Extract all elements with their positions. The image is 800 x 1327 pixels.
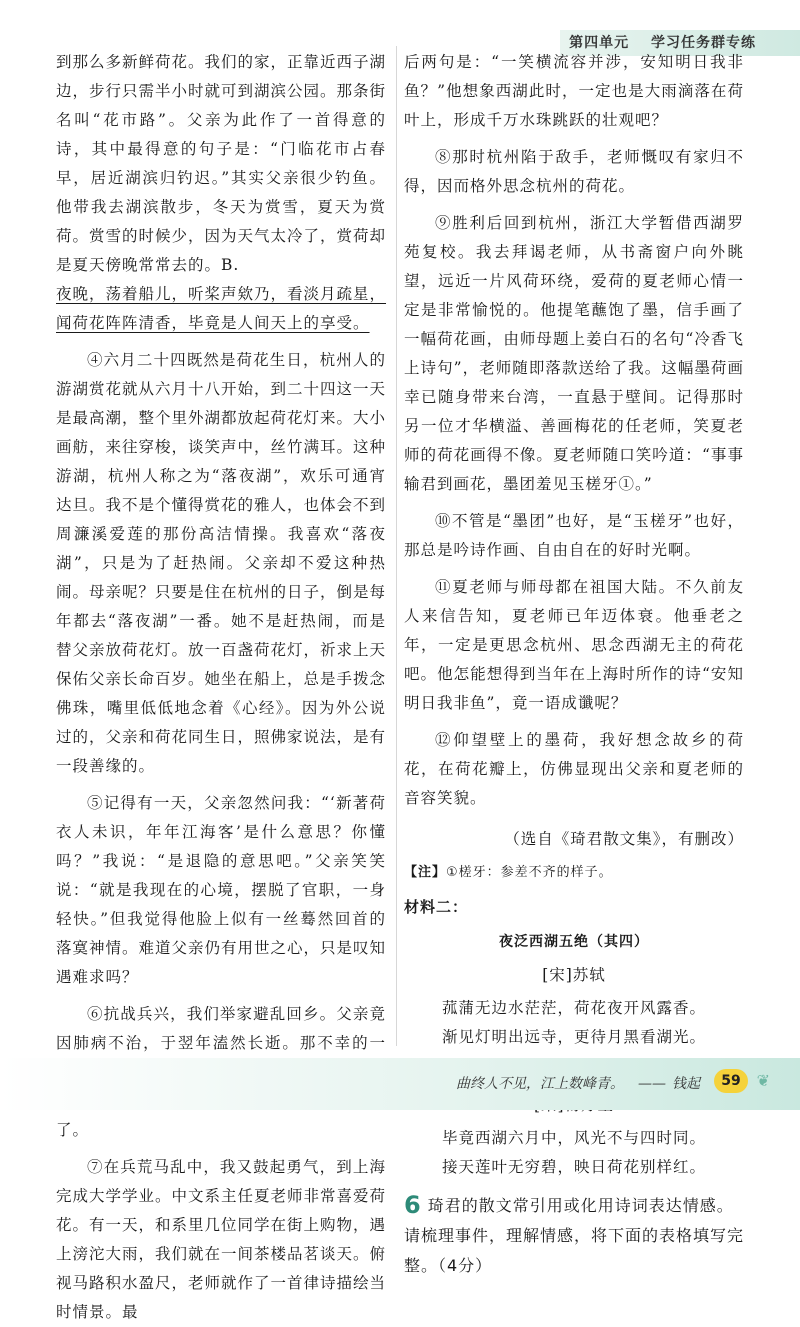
poem-line: 接天莲叶无穷碧，映日荷花别样红。 — [441, 1158, 706, 1176]
paragraph-7: ⑦在兵荒马乱中，我又鼓起勇气，到上海完成大学学业。中文系主任夏老师非常喜爱荷花。有一天，和系里几位同学在街上购物，遇上滂沱大雨，我们就在一间茶楼品茗谈天。俯视马路积水盈尺，老师就作了一首律诗描绘当时情景。最 — [56, 1158, 387, 1321]
leaf-icon: ❦ — [756, 1071, 770, 1090]
footnote-text: ①槎牙：参差不齐的样子。 — [446, 865, 613, 880]
section-title: 学习任务群专练 — [651, 35, 756, 51]
poem-author: [宋]苏轼 — [542, 966, 606, 984]
footnote — [404, 858, 744, 887]
underlined-sentence-b: 夜晚，荡着船儿，听桨声欸乃，看淡月疏星，闻荷花阵阵清香，毕竟是人间天上的享受。 — [56, 285, 387, 332]
poem-line: 渐见灯明出远寺，更待月黑看湖光。 — [441, 1028, 706, 1046]
source-citation: （选自《琦君散文集》，有删改） — [504, 830, 744, 848]
question-text: 琦君的散文常引用或化用诗词表达情感。请梳理事件，理解情感，将下面的表格填写完整。（4分） — [404, 1196, 745, 1275]
footnote-label: 【注】 — [404, 865, 447, 880]
left-column — [56, 48, 386, 1327]
paragraph-11: ⑪夏老师与师母都在祖国大陆。不久前友人来信告知，夏老师已年迈体衰。他垂老之年，一定是更思念杭州、思念西湖无主的荷花吧。他怎能想得到当年在上海时所作的诗“安知明日我非鱼”，竟一语成谶呢？ — [404, 578, 744, 712]
poem-title: 夜泛西湖五绝（其四） — [499, 934, 649, 950]
paragraph-6: ⑥抗战兵兴，我们举家避乱回乡。父亲竟因肺病不治，于翌年溘然长逝。那不幸的一 了。 — [56, 1005, 386, 1139]
paragraph-5: ⑤记得有一天，父亲忽然问我：“‘新著荷衣人未识，年年江海客’是什么意思？你懂吗？”我说：“是退隐的意思吧。”父亲笑笑说：“就是我现在的心境，摆脱了官职，一身轻快。”但我觉得他脸上似有一丝蓦然回首的落寞神情。难道父亲仍有用世之心，只是叹知遇难求吗？ — [56, 794, 387, 986]
paragraph-8: ⑧那时杭州陷于敌手，老师慨叹有家归不得，因而格外思念杭州的荷花。 — [404, 148, 744, 195]
page-number: 59 — [714, 1069, 748, 1093]
paragraph: 到那么多新鲜荷花。我们的家，正靠近西子湖边，步行只需半小时就可到湖滨公园。那条街名叫“花市路”。父亲为此作了一首得意的诗，其中最得意的句子是：“门临花市占春早，居近湖滨归钓迟。”其实父亲很少钓鱼。他带我去湖滨散步，冬天为赏雪，夏天为赏荷。赏雪的时候少，因为天气太冷了，赏荷却是夏天傍晚常常去的。B. — [56, 53, 387, 274]
paragraph-12: ⑫仰望壁上的墨荷，我好想念故乡的荷花，在荷花瓣上，仿佛显现出父亲和夏老师的音容笑貌。 — [404, 731, 744, 807]
poem-line: 毕竟西湖六月中，风光不与四时同。 — [441, 1129, 706, 1147]
unit-label: 第四单元 — [569, 35, 630, 51]
paragraph-9: ⑨胜利后回到杭州，浙江大学暂借西湖罗苑复校。我去拜谒老师，从书斋窗户向外眺望，远近一片风荷环绕，爱荷的夏老师心情一定是非常愉悦的。他提笔蘸饱了墨，信手画了一幅荷花画，由师母题上姜白石的名句“冷香飞上诗句”，老师随即落款送给了我。这幅墨荷画幸已随身带来台湾，一直悬于壁间。记得那时另一位才华横溢、善画梅花的任老师，笑夏老师的荷花画得不像。夏老师随口笑吟道：“事事输君到画花，墨团羞见玉槎牙①。” — [404, 214, 744, 493]
paragraph: 后两句是：“一笑横流容并涉，安知明日我非鱼？”他想象西湖此时，一定也是大雨滴落在荷叶上，形成千万水珠跳跃的壮观吧？ — [404, 53, 744, 129]
footer-quote — [456, 1073, 700, 1093]
quote-author: 钱起 — [672, 1076, 700, 1092]
material-heading: 材料二： — [404, 898, 469, 916]
quote-dash: —— — [638, 1076, 666, 1092]
quote-text: 曲终人不见，江上数峰青。 — [456, 1076, 624, 1092]
question-6 — [404, 1190, 744, 1281]
paragraph-4: ④六月二十四既然是荷花生日，杭州人的游湖赏花就从六月十八开始，到二十四这一天是最高潮，整个里外湖都放起荷花灯来。大小画舫，来往穿梭，谈笑声中，丝竹满耳。这种游湖，杭州人称之为“落夜湖”，欢乐可通宵达旦。我不是个懂得赏花的雅人，也体会不到周濂溪爱莲的那份高洁情操。我喜欢“落夜湖”，只是为了赶热闹。父亲却不爱这种热闹。母亲呢？只要是住在杭州的日子，倒是每年都去“落夜湖”一番。她不是赶热闹，而是替父亲放荷花灯。放一百盏荷花灯，祈求上天保佑父亲长命百岁。她坐在船上，总是手拨念佛珠，嘴里低低地念着《心经》。因为外公说过的，父亲和荷花同生日，照佛家说法，是有一段善缘的。 — [56, 351, 387, 775]
poem-1 — [404, 928, 744, 1052]
paragraph-10: ⑩不管是“墨团”也好，是“玉槎牙”也好，那总是吟诗作画、自由自在的好时光啊。 — [404, 512, 744, 559]
column-divider — [396, 46, 397, 1046]
question-number: 6 — [404, 1191, 422, 1219]
poem-line: 菰蒲无边水茫茫，荷花夜开风露香。 — [441, 999, 706, 1017]
